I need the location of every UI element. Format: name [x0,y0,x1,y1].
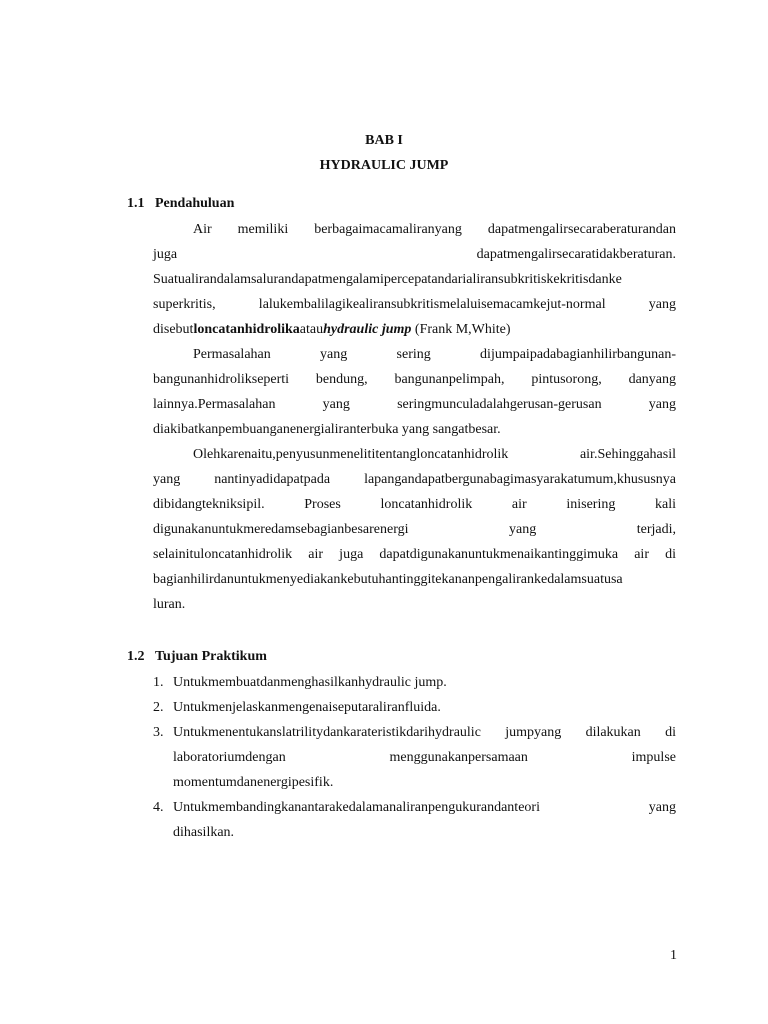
paragraph-line: yang nantinyadidapatpada lapangandapatbergunabagimasyarakatumum,khususnya [153,472,676,487]
list-item-line: momentumdanenergipesifik. [173,775,334,790]
list-item-line: Untukmembandingkanantarakedalamanaliranpengukurandanteori yang [173,800,676,815]
objectives-list [153,670,676,845]
text-run: (Frank M,White) [411,322,511,337]
list-item-line: dihasilkan. [173,825,235,840]
section-heading-tujuan [127,649,267,665]
list-item-line: Untukmenentukanslatrilitydankarateristikdarihydraulic jumpyang dilakukan di [173,725,676,740]
section-title: Tujuan Praktikum [155,649,267,664]
chapter-title: HYDRAULIC JUMP [319,158,449,173]
list-item-line: Untukmenjelaskanmengenaiseputaraliranfluida. [173,700,441,715]
paragraph-line: digunakanuntukmeredamsebagianbesarenergi yang terjadi, [153,522,676,537]
text-run: disebut [153,322,194,337]
section-number: 1.2 [127,649,145,664]
paragraph-line: superkritis, lalukembalilagikealiransubkritismelaluisemacamkejut-normal yang [153,297,676,312]
paragraph-line: luran. [153,597,186,612]
list-item-line: laboratoriumdengan menggunakanpersamaan impulse [173,750,676,765]
paragraph-line: Olehkarenaitu,penyusunmenelititentangloncatanhidrolik air.Sehinggahasil [193,447,676,462]
term-bold: loncatanhidrolika [193,322,300,337]
list-item [153,670,676,695]
list-item [153,695,676,720]
paragraph-line: bagianhilirdanuntukmenyediakankebutuhantinggitekananpengalirankedalamsuatusa [153,572,623,587]
list-marker: 4. [153,800,164,815]
paragraph-line: diakibatkanpembuanganenergialiranterbuka yang sangatbesar. [153,422,501,437]
paragraph-line: juga dapatmengalirsecaratidakberaturan. [153,247,676,262]
text-run: atau [299,322,324,337]
paragraph-line: Air memiliki berbagaimacamaliranyang dapatmengalirsecaraberaturandan [193,222,676,237]
list-item-line: Untukmembuatdanmenghasilkanhydraulic jump. [173,675,447,690]
paragraph-line: bangunanhidrolikseperti bendung, bangunanpelimpah, pintusorong, danyang [153,372,676,387]
paragraph-line: Permasalahan yang sering dijumpaipadabagianhilirbangunan- [193,347,676,362]
section-body-pendahuluan [153,217,676,617]
paragraph-line: Suatualirandalamsalurandapatmengalamipercepatandarialiransubkritiskekritisdanke [153,272,622,287]
section-title: Pendahuluan [155,196,235,211]
term-bold-italic: hydraulic jump [323,322,412,337]
paragraph-line: dibidangtekniksipil. Proses loncatanhidrolik air inisering kali [153,497,676,512]
list-marker: 1. [153,675,164,690]
list-item [153,720,676,795]
paragraph-line: lainnya.Permasalahan yang seringmunculadalahgerusan-gerusan yang [153,397,676,412]
paragraph-line [153,317,676,342]
list-marker: 2. [153,700,164,715]
paragraph-line: selainituloncatanhidrolik air juga dapatdigunakanuntukmenaikantinggimuka air di [153,547,676,562]
list-marker: 3. [153,725,164,740]
section-heading-pendahuluan [127,196,234,212]
chapter-label: BAB I [365,133,403,148]
section-number: 1.1 [127,196,145,211]
list-item [153,795,676,845]
page-number: 1 [670,948,677,963]
